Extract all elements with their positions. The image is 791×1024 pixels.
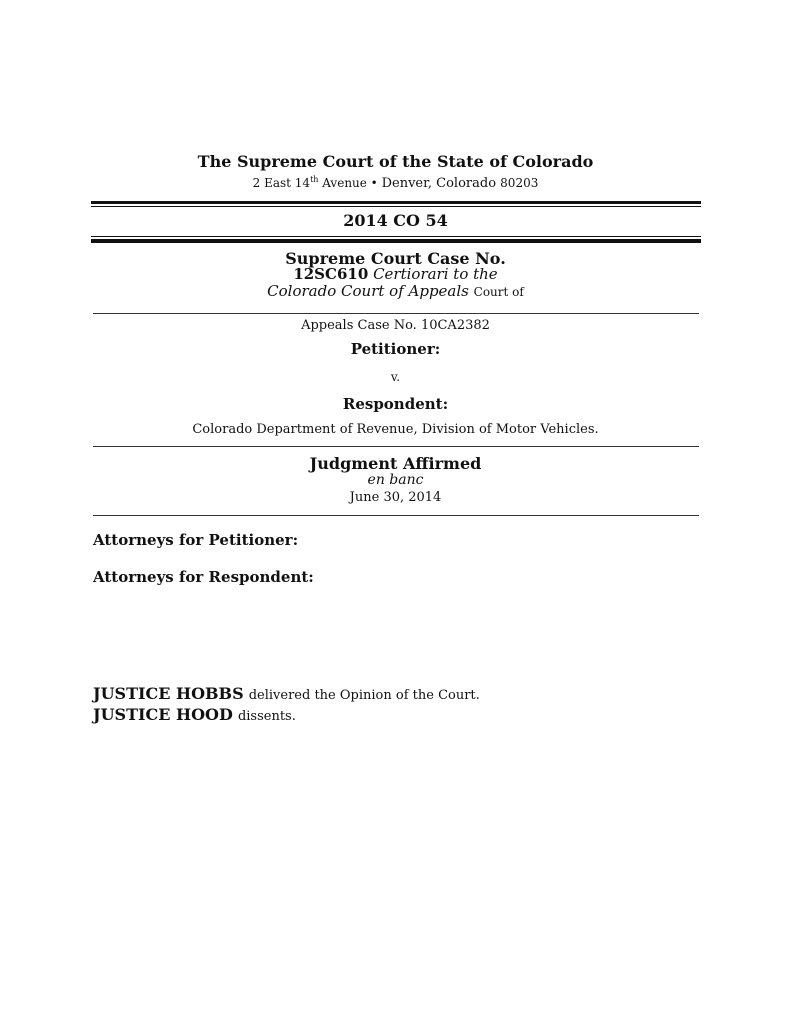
- judgment-title: Judgment Affirmed: [309, 454, 482, 473]
- en-banc: en banc: [367, 472, 424, 488]
- decision-date: June 30, 2014: [349, 490, 442, 505]
- dissent-line: [93, 705, 296, 724]
- address-zip: 80203: [500, 176, 539, 190]
- certiorari-text-1: Certiorari to the: [373, 265, 498, 283]
- versus: v.: [390, 370, 401, 384]
- address-street-prefix: 2 East 14: [252, 176, 311, 190]
- parties-divider: [93, 446, 699, 447]
- court-address: [0, 175, 791, 191]
- opinion-author-text: delivered the Opinion of the Court.: [248, 688, 480, 703]
- address-city: Denver, Colorado: [381, 176, 501, 191]
- lower-court-case-number: Appeals Case No. 10CA2382: [301, 318, 490, 333]
- case-number: 12SC610: [293, 265, 369, 283]
- header-rule-thin: [91, 206, 701, 207]
- judgment-divider: [93, 515, 699, 516]
- attorneys-for-petitioner: Attorneys for Petitioner:: [93, 531, 299, 549]
- citation-rule-thick: [91, 239, 701, 243]
- court-name: The Supreme Court of the State of Colorado: [197, 152, 594, 171]
- address-street-sup: th: [310, 175, 319, 184]
- opinion-author-line: [93, 684, 480, 703]
- citation: 2014 CO 54: [343, 211, 448, 230]
- header-rule-thick: [91, 201, 701, 204]
- address-street-suffix: Avenue •: [318, 176, 382, 190]
- case-label: Supreme Court Case No.: [285, 249, 506, 268]
- certiorari-line: [0, 282, 791, 300]
- case-divider: [93, 313, 699, 314]
- respondent-name: Colorado Department of Revenue, Division of Motor Vehicles.: [192, 422, 599, 437]
- attorneys-for-respondent: Attorneys for Respondent:: [93, 568, 314, 586]
- opinion-author: JUSTICE HOBBS: [93, 684, 244, 703]
- certiorari-text-2: Colorado Court of Appeals: [267, 282, 469, 300]
- dissenting-justice: JUSTICE HOOD: [93, 705, 233, 724]
- case-number-line: [0, 265, 791, 283]
- petitioner-label: Petitioner:: [350, 340, 441, 358]
- dissent-text: dissents.: [237, 709, 296, 724]
- respondent-label: Respondent:: [342, 395, 449, 413]
- citation-rule-thin: [91, 236, 701, 237]
- court-of-text: Court of: [473, 285, 524, 299]
